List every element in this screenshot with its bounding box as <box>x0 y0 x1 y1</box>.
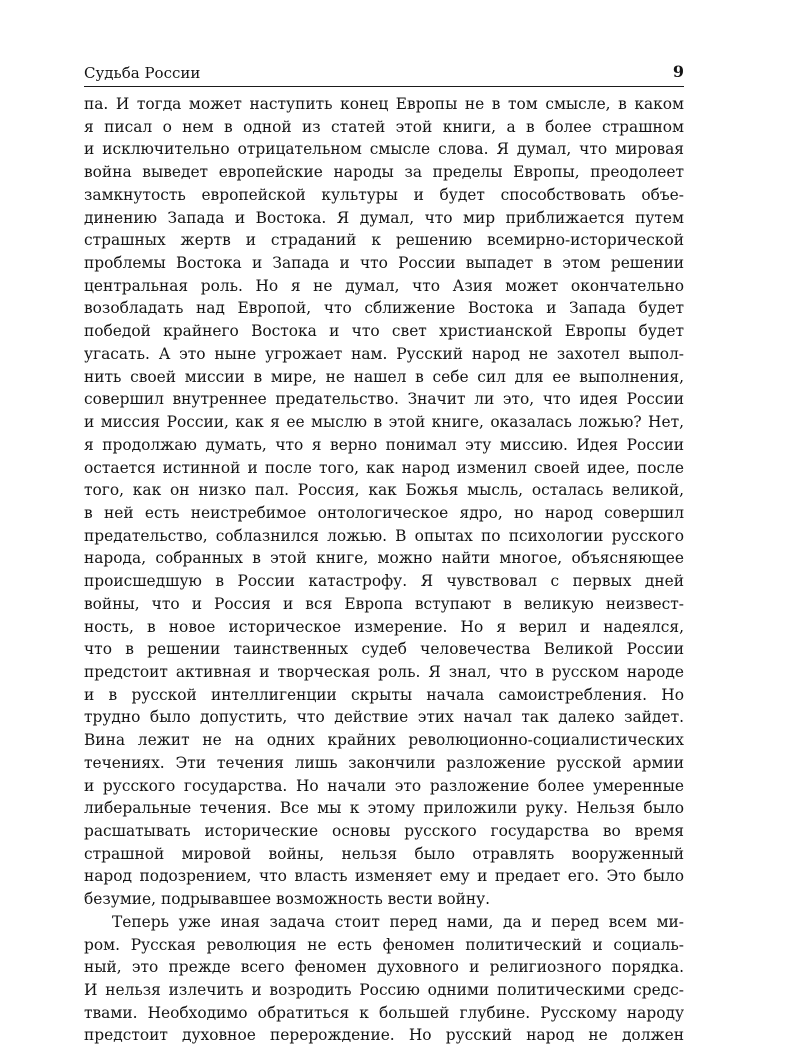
text-line: происшедшую в России катастрофу. Я чувствовал с первых дней <box>84 572 684 591</box>
text-line: войны, что и Россия и вся Европа вступают в великую неизвест- <box>84 594 684 613</box>
text-line: течениях. Эти течения лишь закончили разложение русской армии <box>84 753 684 772</box>
text-line: ность, в новое историческое измерение. Но я верил и надеялся, <box>84 617 684 636</box>
text-line: Вина лежит не на одних крайних революционно-социалистических <box>84 731 684 750</box>
text-line: предательство, соблазнился ложью. В опытах по психологии русского <box>84 526 684 545</box>
text-line: твами. Необходимо обратиться к большей глубине. Русскому народу <box>84 1003 684 1022</box>
text-line: я продолжаю думать, что я верно понимал эту миссию. Идея России <box>84 435 684 454</box>
text-line: па. И тогда может наступить конец Европы не в том смысле, в каком <box>84 95 684 113</box>
text-line: нить своей миссии в мире, не нашел в себе сил для ее выполнения, <box>84 367 684 386</box>
text-line: война выведет европейские народы за пределы Европы, преодолеет <box>84 163 684 182</box>
text-line: Теперь уже иная задача стоит перед нами, да и перед всем ми- <box>112 912 684 931</box>
text-line: народа, собранных в этой книге, можно найти многое, объясняющее <box>84 549 684 568</box>
text-line: народ подозрением, что власть изменяет ему и предает его. Это было <box>84 867 684 886</box>
text-line: совершил внутреннее предательство. Значит ли это, что идея России <box>84 390 684 409</box>
page-number: 9 <box>672 62 684 81</box>
text-line: в ней есть неистребимое онтологическое ядро, но народ совершил <box>84 503 684 522</box>
text-line: страшной мировой войны, нельзя было отравлять вооруженный <box>84 844 684 863</box>
text-line: И нельзя излечить и возродить Россию одними политическими средс- <box>84 981 684 1000</box>
text-line: что в решении таинственных судеб человечества Великой России <box>84 640 684 659</box>
text-line: и исключительно отрицательном смысле слова. Я думал, что мировая <box>84 140 684 159</box>
text-line: того, как он низко пал. Россия, как Божья мысль, осталась великой, <box>84 481 684 500</box>
text-line: победой крайнего Востока и что свет христианской Европы будет <box>84 322 684 341</box>
text-line: страшных жертв и страданий к решению всемирно-исторической <box>84 231 684 250</box>
text-line: возобладать над Европой, что сближение Востока и Запада будет <box>84 299 684 318</box>
text-line: проблемы Востока и Запада и что России выпадет в этом решении <box>84 254 684 273</box>
text-line: центральная роль. Но я не думал, что Азия может окончательно <box>84 276 684 295</box>
text-line: и русского государства. Но начали это разложение более умеренные <box>84 776 684 795</box>
text-line: ный, это прежде всего феномен духовного и религиозного порядка. <box>84 958 684 977</box>
body-text <box>84 93 684 1047</box>
text-line: замкнутость европейской культуры и будет способствовать объе- <box>84 185 684 204</box>
text-line: безумие, подрывавшее возможность вести войну. <box>84 890 491 909</box>
text-line: предстоит активная и творческая роль. Я знал, что в русском народе <box>84 662 684 681</box>
text-line: расшатывать исторические основы русского государства во время <box>84 822 684 840</box>
text-line: предстоит духовное перерождение. Но русский народ не должен <box>84 1026 684 1045</box>
text-line: и миссия России, как я ее мыслю в этой книге, оказалась ложью? Нет, <box>84 413 684 432</box>
text-line: ром. Русская революция не есть феномен политический и социаль- <box>84 935 684 954</box>
text-line: трудно было допустить, что действие этих начал так далеко зайдет. <box>84 708 684 727</box>
text-line: динению Запада и Востока. Я думал, что мир приближается путем <box>84 208 684 227</box>
header-rule <box>84 86 684 87</box>
text-line: либеральные течения. Все мы к этому приложили руку. Нельзя было <box>84 799 684 818</box>
text-line: и в русской интеллигенции скрыты начала самоистребления. Но <box>84 685 684 704</box>
text-line: остается истинной и после того, как народ изменил своей идее, после <box>84 458 684 477</box>
text-line: я писал о нем в одной из статей этой книги, а в более страшном <box>84 117 684 136</box>
running-head <box>84 64 684 86</box>
text-line: угасать. А это ныне угрожает нам. Русский народ не захотел выпол- <box>84 344 684 363</box>
running-title: Судьба России <box>84 64 201 82</box>
